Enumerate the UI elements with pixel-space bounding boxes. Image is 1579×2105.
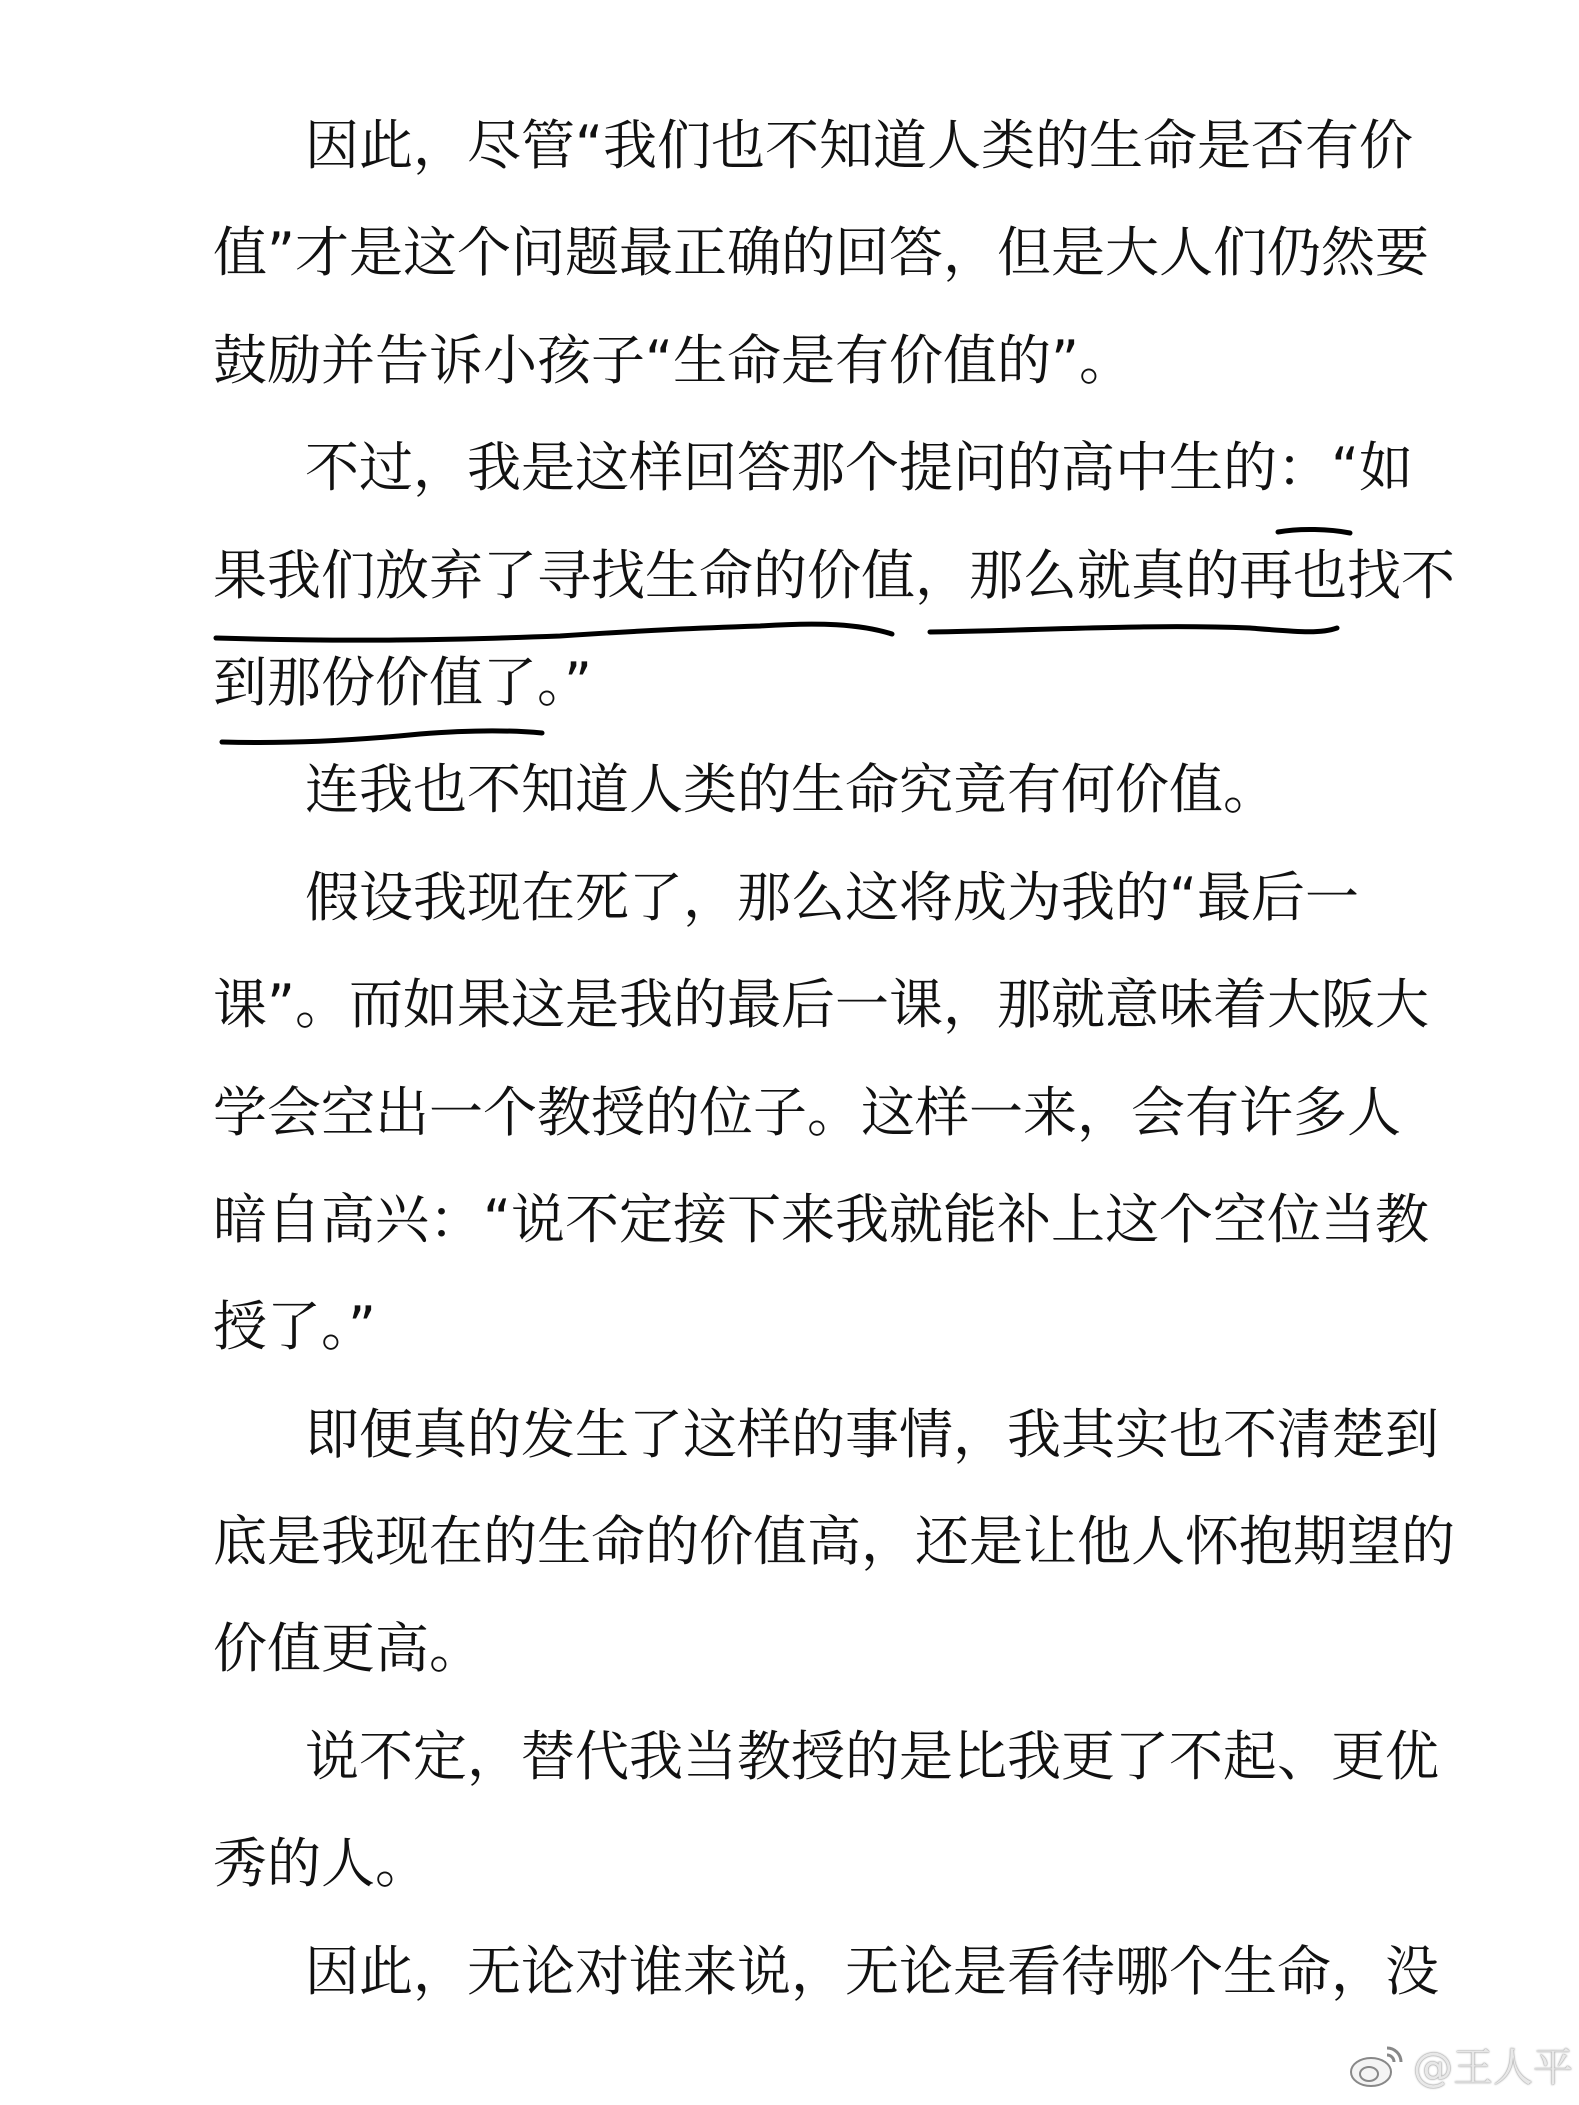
paragraph [213, 736, 1345, 843]
paragraph [213, 1381, 1455, 1703]
paragraph [213, 1918, 1439, 2025]
text-line: 暗自高兴：“说不定接下来我就能补上这个空位当教 [213, 1187, 1429, 1251]
text-line: 鼓励并告诉小孩子“生命是有价值的”。 [213, 328, 1133, 392]
text-line: 连我也不知道人类的生命究竟有何价值。 [305, 758, 1277, 822]
text-line: 因此，尽管“我们也不知道人类的生命是否有价 [305, 114, 1413, 177]
weibo-icon [1347, 2040, 1407, 2090]
paragraph [213, 92, 1429, 414]
text-line: 学会空出一个教授的位子。这样一来，会有许多人 [213, 1080, 1401, 1144]
paragraph [213, 414, 1455, 736]
text-line: 底是我现在的生命的价值高，还是让他人怀抱期望的 [213, 1510, 1455, 1574]
text-line: 值”才是这个问题最正确的回答，但是大人们仍然要 [213, 221, 1429, 285]
text-line: 到那份价值了。” [213, 650, 592, 714]
text-line: 不过，我是这样回答那个提问的高中生的：“如 [305, 436, 1413, 500]
text-line: 秀的人。 [213, 1832, 429, 1896]
paragraph [213, 844, 1429, 1381]
watermark [1347, 2036, 1573, 2093]
text-line: 果我们放弃了寻找生命的价值，那么就真的再也找不 [213, 543, 1455, 607]
text-line: 说不定，替代我当教授的是比我更了不起、更优 [305, 1724, 1439, 1788]
text-line: 价值更高。 [213, 1617, 483, 1681]
text-line: 因此，无论对谁来说，无论是看待哪个生命，没 [305, 1939, 1439, 2003]
book-page-text [213, 92, 1455, 2025]
text-line: 假设我现在死了，那么这将成为我的“最后一 [305, 865, 1359, 929]
text-line: 课”。而如果这是我的最后一课，那就意味着大阪大 [213, 973, 1429, 1037]
paragraph [213, 1703, 1439, 1918]
text-line: 授了。” [213, 1295, 376, 1359]
text-line: 即便真的发生了这样的事情，我其实也不清楚到 [305, 1402, 1439, 1466]
watermark-text: @王人平 [1413, 2045, 1573, 2091]
